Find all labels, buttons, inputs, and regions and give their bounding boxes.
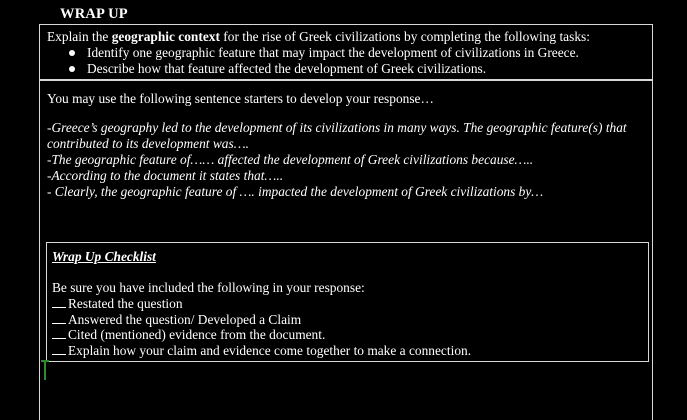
instructions-intro xyxy=(47,29,590,45)
intro-text-end: for the rise of Greek civilizations by completing the following tasks: xyxy=(219,29,590,44)
checklist-item xyxy=(52,295,471,311)
sentence-starter: -Greece’s geography led to the development of its civilizations in many ways. The geographic feature(s) that contributed to its development was…. xyxy=(47,120,627,151)
checklist-intro: Be sure you have included the following in your response: xyxy=(52,280,365,295)
checklist-items xyxy=(52,295,471,357)
task-item: Identify one geographic feature that may impact the development of civilizations in Greece. xyxy=(69,45,579,61)
check-blank xyxy=(52,295,66,308)
check-blank xyxy=(52,342,66,355)
checklist-item-label: Cited (mentioned) evidence from the document. xyxy=(68,327,326,342)
checklist-item xyxy=(52,311,471,327)
task-item: Describe how that feature affected the development of Greek civilizations. xyxy=(69,61,579,77)
checklist-item-label: Restated the question xyxy=(68,296,183,311)
response-box xyxy=(39,80,653,420)
sentence-starters xyxy=(47,120,647,200)
sentence-starter: -The geographic feature of…… affected the development of Greek civilizations because….. xyxy=(47,152,534,167)
wrap-up-checklist xyxy=(46,242,649,362)
checklist-title: Wrap Up Checklist xyxy=(52,249,156,264)
intro-text: Explain the xyxy=(47,29,112,44)
starters-intro: You may use the following sentence starters to develop your response… xyxy=(47,91,434,106)
checklist-item xyxy=(52,326,471,342)
page-title: WRAP UP xyxy=(60,6,128,22)
check-blank xyxy=(52,311,66,324)
sentence-starter: - Clearly, the geographic feature of …. impacted the development of Greek civilizations by… xyxy=(47,184,544,199)
text-cursor-icon[interactable] xyxy=(44,360,46,380)
sentence-starter: -According to the document it states that….. xyxy=(47,168,284,183)
checklist-item xyxy=(52,342,471,358)
checklist-item-label: Explain how your claim and evidence come together to make a connection. xyxy=(68,342,472,358)
instructions-box xyxy=(39,24,653,80)
intro-bold-text: geographic context xyxy=(111,29,220,44)
task-list xyxy=(69,45,579,77)
checklist-item-label: Answered the question/ Developed a Claim xyxy=(68,311,302,327)
check-blank xyxy=(52,326,66,339)
